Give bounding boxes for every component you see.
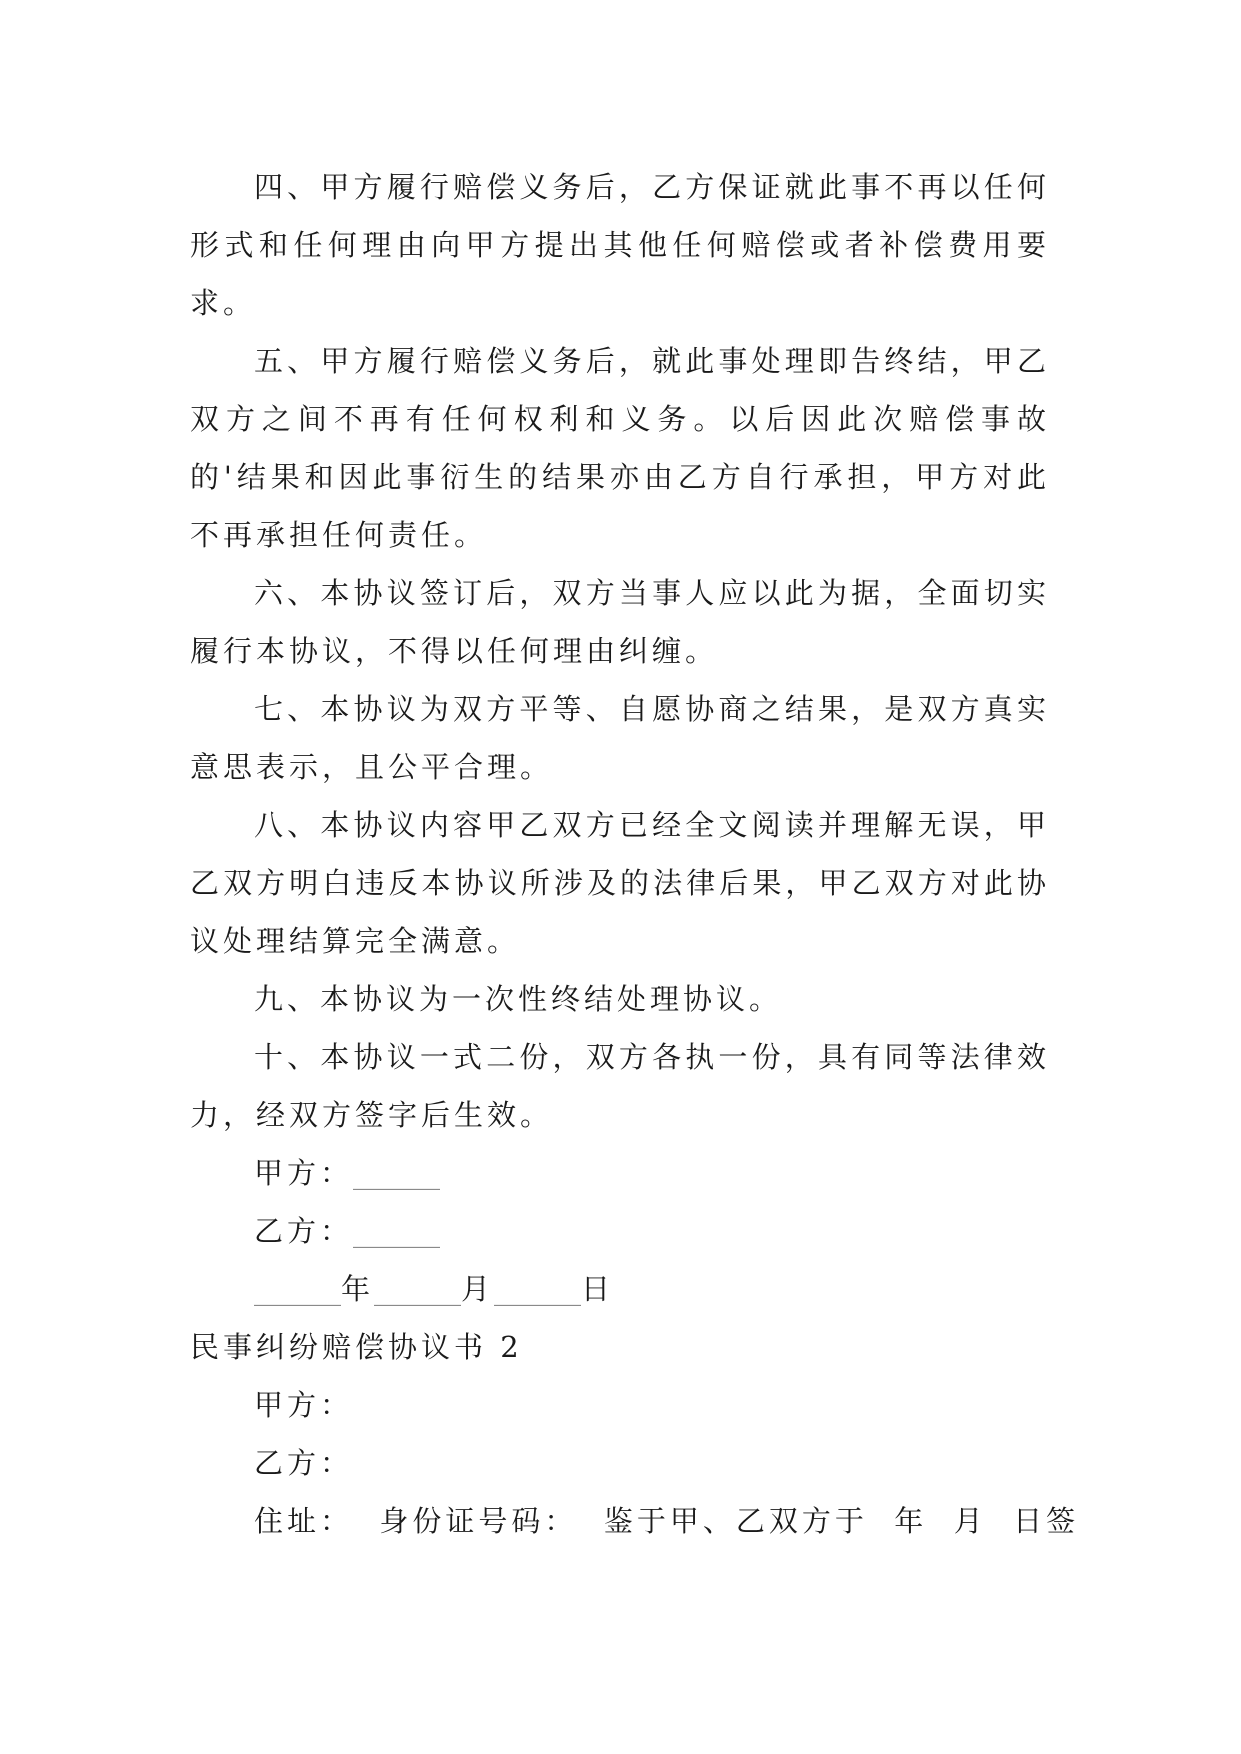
clause-4: 四、甲方履行赔偿义务后，乙方保证就此事不再以任何形式和任何理由向甲方提出其他任何赔偿或者补偿费用要求。	[190, 170, 1050, 320]
clause-6: 六、本协议签订后，双方当事人应以此为据，全面切实履行本协议，不得以任何理由纠缠。	[190, 576, 1050, 668]
document-body	[190, 158, 1080, 1550]
party-a-blank: ______	[353, 1156, 441, 1190]
year-label: 年	[341, 1272, 375, 1306]
date-line	[190, 1260, 1050, 1318]
day-label: 日	[581, 1272, 615, 1306]
clause-7: 七、本协议为双方平等、自愿协商之结果，是双方真实意思表示，且公平合理。	[190, 692, 1050, 784]
clause-10: 十、本协议一式二份，双方各执一份，具有同等法律效力，经双方签字后生效。	[190, 1040, 1050, 1132]
second-details-line: 住址： 身份证号码： 鉴于甲、乙双方于 年 月 日签	[254, 1504, 1080, 1538]
party-b-label: 乙方：	[254, 1214, 354, 1248]
clause-8: 八、本协议内容甲乙双方已经全文阅读并理解无误，甲乙双方明白违反本协议所涉及的法律后果，甲乙双方对此协议处理结算完全满意。	[190, 808, 1050, 958]
month-blank: ______	[374, 1272, 462, 1306]
party-a-label: 甲方：	[254, 1156, 354, 1190]
month-label: 月	[461, 1272, 495, 1306]
second-party-b-line: 乙方：	[254, 1446, 354, 1480]
party-a-signature-line	[190, 1144, 1050, 1202]
party-b-blank: ______	[353, 1214, 441, 1248]
party-b-signature-line	[190, 1202, 1050, 1260]
clause-9: 九、本协议为一次性终结处理协议。	[254, 982, 783, 1016]
second-agreement-title: 民事纠纷赔偿协议书 2	[190, 1330, 523, 1364]
day-blank: ______	[494, 1272, 582, 1306]
clause-5: 五、甲方履行赔偿义务后，就此事处理即告终结，甲乙双方之间不再有任何权利和义务。以后因此次赔偿事故的'结果和因此事衍生的结果亦由乙方自行承担，甲方对此不再承担任何责任。	[190, 344, 1050, 552]
second-party-a-line: 甲方：	[254, 1388, 354, 1422]
year-blank: ______	[254, 1272, 341, 1306]
